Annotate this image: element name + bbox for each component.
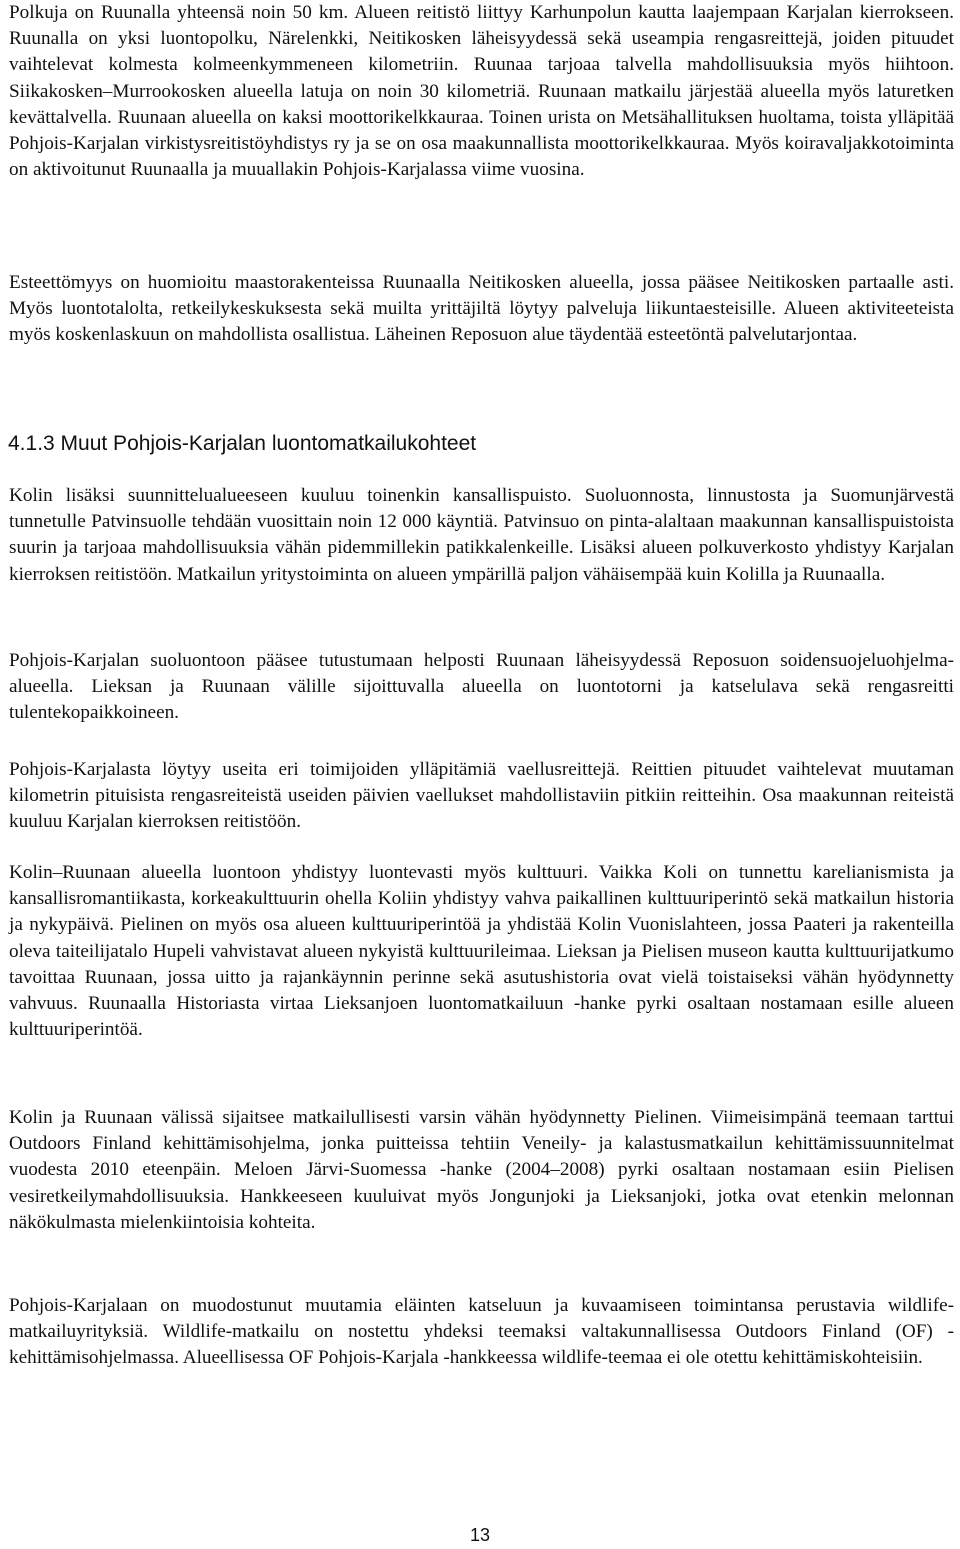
paragraph-culture: Kolin–Ruunaan alueella luontoon yhdistyy luontevasti myös kulttuuri. Vaikka Koli on tunnettu karelianismista ja kansallisromantiikasta, korkeakulttuurin ohella Koliin yhdistyy vahva paikallinen kulttuuriperintö sekä matkailun historia ja nykypäivä. Pielinen on myös osa alueen kulttuuriperintöä ja yhdistää Kolin Vuonislahteen, jossa Paateri ja rakenteilla oleva taiteilijatalo Hupeli vahvistavat alueen nykyistä kulttuurileimaa. Lieksan ja Pielisen museon kautta kulttuurijatkumo tavoittaa Ruunaan, jossa uitto ja rajankäynnin perinne sekä asutushistoria ovat vielä toistaiseksi vähän hyödynnetty vahvuus. Ruunaalla Historiasta virtaa Lieksanjoen luontomatkailuun -hanke pyrki osaltaan nostamaan esille alueen kulttuuriperintöä. (9, 862, 954, 1041)
section-heading: 4.1.3 Muut Pohjois-Karjalan luontomatkailukohteet (8, 432, 477, 455)
paragraph-hiking-trails: Pohjois-Karjalasta löytyy useita eri toimijoiden ylläpitämiä vaellusreittejä. Reittien pituudet vaihtelevat muutaman kilometrin pituisista rengasreiteistä useiden päivien vaellukset mahdollistaviin pitkiin reitteihin. Osa maakunnan reiteistä kuuluu Karjalan kierroksen reitistöön. (9, 759, 954, 833)
paragraph-ruunaa-trails: Polkuja on Ruunalla yhteensä noin 50 km. Alueen reitistö liittyy Karhunpolun kautta laajempaan Karjalan kierrokseen. Ruunalla on yksi luontopolku, Närelenkki, Neitikosken läheisyydessä sekä useampia rengasreittejä, joiden pituudet vaihtelevat kolmesta kolmeenkymmeneen kilometriin. Ruunaa tarjoaa talvella mahdollisuuksia myös hiihtoon. Siikakosken–Murrookosken alueella latuja on noin 30 kilometriä. Ruunaan matkailu järjestää alueella myös laturetken kevättalvella. Ruunaan alueella on kaksi moottorikelkkauraa. Toinen urista on Metsähallituksen huoltama, toista ylläpitää Pohjois-Karjalan virkistysreitistöyhdistys ry ja se on osa maakunnallista moottorikelkkauraa. Myös koiravaljakkotoiminta on aktivoitunut Ruunaalla ja muuallakin Pohjois-Karjalassa viime vuosina. (9, 2, 954, 181)
paragraph-pielinen: Kolin ja Ruunaan välissä sijaitsee matkailullisesti varsin vähän hyödynnetty Pielinen. Viimeisimpänä teemaan tarttui Outdoors Finland kehittämisohjelma, jonka puitteissa tehtiin Veneily- ja kalastusmatkailun kehittämissuunnitelmat vuodesta 2010 eteenpäin. Meloen Järvi-Suomessa -hanke (2004–2008) pyrki osaltaan nostamaan esiin Pielisen vesiretkeilymahdollisuuksia. Hankkeeseen kuuluivat myös Jongunjoki ja Lieksanjoki, jotka ovat etenkin melonnan näkökulmasta mielenkiintoisia kohteita. (9, 1107, 954, 1233)
paragraph-reposuo: Pohjois-Karjalan suoluontoon pääsee tutustumaan helposti Ruunaan läheisyydessä Reposuon soidensuojeluohjelma-alueella. Lieksan ja Ruunaan välille sijoittuvalla alueella on luontotorni ja katselulava sekä rengasreitti tulentekopaikkoineen. (9, 650, 954, 724)
page-number: 13 (469, 1525, 491, 1545)
paragraph-accessibility: Esteettömyys on huomioitu maastorakenteissa Ruunaalla Neitikosken alueella, jossa pääsee Neitikosken partaalle asti. Myös luontotalolta, retkeilykeskuksesta sekä muilta yrittäjiltä löytyy palveluja liikuntaesteisille. Alueen aktiviteeteista myös koskenlaskuun on mahdollista osallistua. Läheinen Reposuon alue täydentää esteetöntä palvelutarjontaa. (9, 272, 954, 346)
paragraph-patvinsuo: Kolin lisäksi suunnittelualueeseen kuuluu toinenkin kansallispuisto. Suoluonnosta, linnustosta ja Suomunjärvestä tunnetulle Patvinsuolle tehdään vuosittain noin 12 000 käyntiä. Patvinsuo on pinta-alaltaan maakunnan kansallispuistoista suurin ja tarjoaa mahdollisuuksia vähän pidemmillekin patikkalenkeille. Lisäksi alueen polkuverkosto yhdistyy Karjalan kierroksen reitistöön. Matkailun yritystoiminta on alueen ympärillä paljon vähäisempää kuin Kolilla ja Ruunaalla. (9, 485, 954, 585)
paragraph-wildlife: Pohjois-Karjalaan on muodostunut muutamia eläinten katseluun ja kuvaamiseen toimintansa perustavia wildlife-matkailuyrityksiä. Wildlife-matkailu on nostettu yhdeksi teemaksi valtakunnallisessa Outdoors Finland (OF) -kehittämisohjelmassa. Alueellisessa OF Pohjois-Karjala -hankkeessa wildlife-teemaa ei ole otettu kehittämiskohteisiin. (9, 1295, 954, 1369)
